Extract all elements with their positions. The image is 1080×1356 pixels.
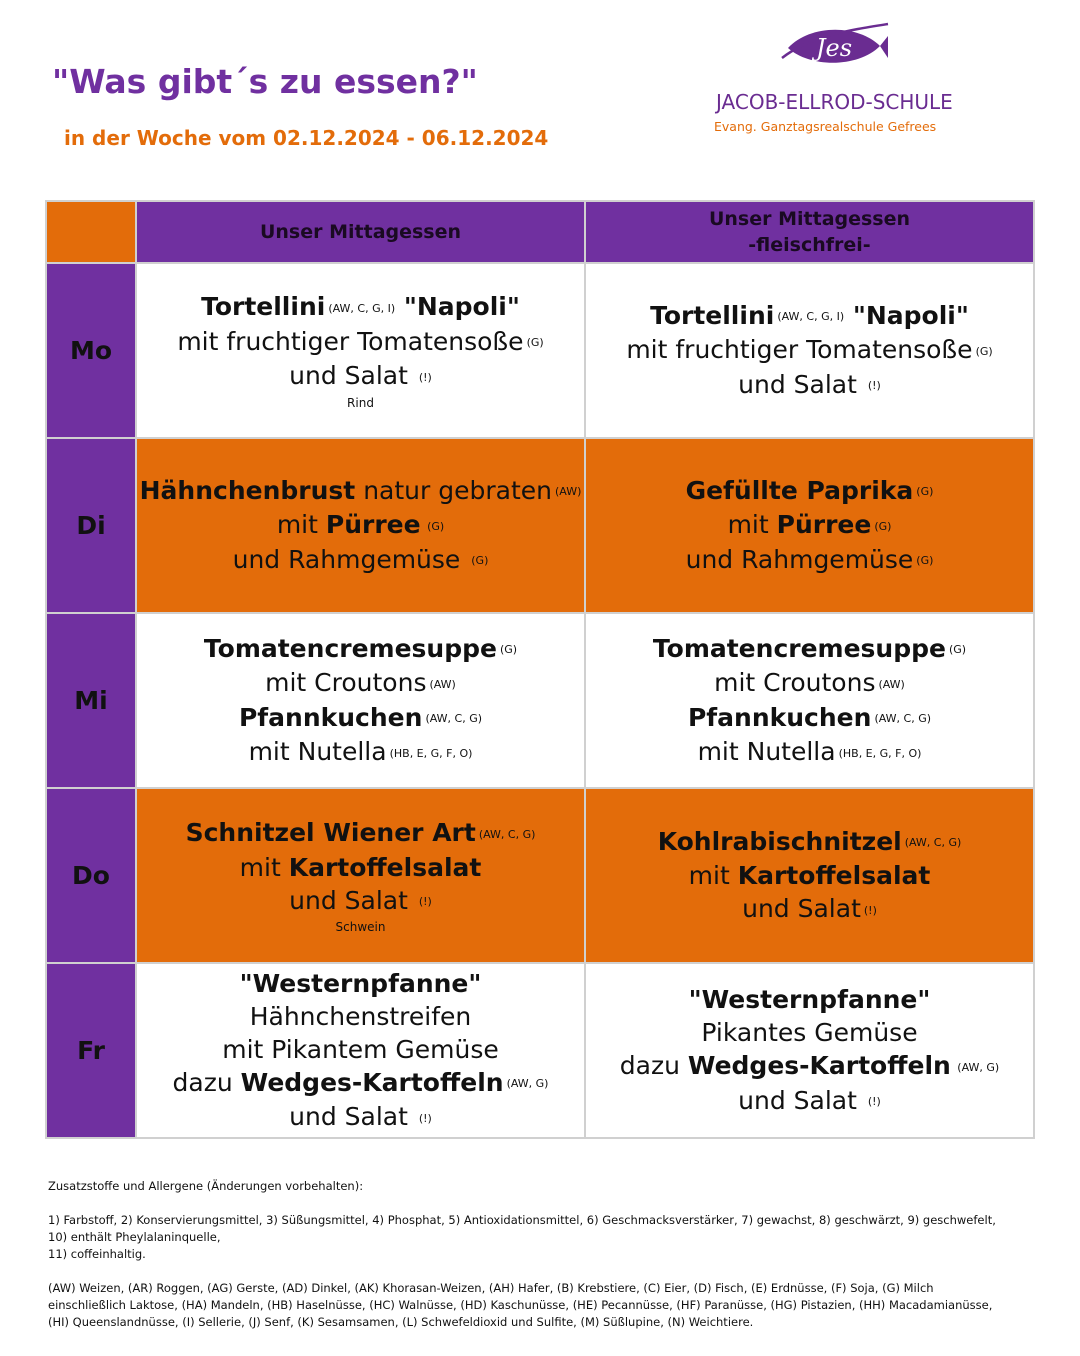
meal-line [137,543,584,578]
menu-table [45,200,1035,1139]
meal-meatfree [585,613,1034,788]
day-label: Fr [46,963,136,1138]
dish-text: mit Croutons [714,668,876,697]
dish-name: Pürree [776,510,872,540]
day-label: Mi [46,613,136,788]
dish-text: mit [239,852,289,882]
allergen-code: (G) [916,554,934,568]
meal-line [137,701,584,736]
meal-line [137,1033,584,1066]
legend-allergen-line: (HI) Queenslandnüsse, (I) Sellerie, (J) Senf, (K) Sesamsamen, (L) Schwefeldioxid und Sulfite, (M) Süßlupine, (N) Weichtiere. [48,1315,754,1329]
meal-meatfree [585,788,1034,963]
legend-additive-line: 10) enthält Pheylalaninquelle, [48,1230,221,1244]
meal-line [586,299,1033,334]
menu-row-di [46,438,1034,613]
dish-name: Tomatencremesuppe [203,633,497,663]
dish-text: und Salat [742,894,861,923]
dish-text: dazu [619,1051,688,1080]
dish-name: Pfannkuchen [687,702,872,732]
day-label: Mo [46,263,136,438]
dish-text: und Rahmgemüse [232,544,469,574]
dish-name: Hähnchenbrust [139,475,356,505]
header-meatfree-label: Unser Mittagessen [708,208,911,230]
allergen-code: (HB, E, G, F, O) [838,746,922,760]
meal-line [586,825,1033,860]
meal-line [586,701,1033,736]
allergen-legend [48,1178,1038,1331]
meal-line [586,474,1033,509]
allergen-code: (AW, G) [953,1060,1000,1074]
day-label: Di [46,438,136,613]
menu-row-do [46,788,1034,963]
meal-line [137,967,584,1000]
meal-line [137,508,584,543]
dish-name: Pürree [325,510,421,540]
menu-row-mo [46,263,1034,438]
meal-line [586,1016,1033,1049]
meal-line [137,1000,584,1033]
meal-line [586,859,1033,892]
dish-text: mit fruchtiger Tomatensoße [177,326,524,356]
header-meatfree [585,201,1034,263]
allergen-code: (G) [975,344,993,358]
dish-text: dazu [172,1067,241,1097]
dish-text: mit Croutons [265,668,427,697]
dish-name: Kartoffelsalat [288,852,482,882]
allergen-code: (!) [418,370,432,384]
meal-line [586,892,1033,927]
meal-meatfree [585,438,1034,613]
menu-row-fr [46,963,1034,1138]
page-title: "Was gibt´s zu essen?" [52,62,478,101]
meal-line [137,359,584,394]
day-label: Do [46,788,136,963]
school-logo [700,18,980,134]
dish-text: mit fruchtiger Tomatensoße [626,335,973,365]
dish-text: mit Pikantem Gemüse [222,1034,499,1064]
meal-meatfree [585,963,1034,1138]
meal-line [137,474,584,509]
meal-line [586,333,1033,368]
header-corner [46,201,136,263]
week-range: in der Woche vom 02.12.2024 - 06.12.2024 [64,126,549,150]
header-regular-label: Unser Mittagessen [259,221,462,243]
allergen-code: (!) [418,1111,432,1125]
allergen-code: (G) [948,643,967,656]
dish-text: mit Nutella [248,737,387,766]
meal-meatfree [585,263,1034,438]
meal-line [137,290,584,325]
dish-name: Wedges-Kartoffeln [687,1051,951,1080]
allergen-code: (AW, C, G) [874,712,932,725]
dish-name: Kartoffelsalat [737,861,931,890]
school-name: JACOB-ELLROD-SCHULE [716,90,953,114]
allergen-code: (AW) [878,677,905,691]
allergen-code: (AW) [429,677,456,691]
dish-name: Tomatencremesuppe [652,633,946,663]
menu-body [46,263,1034,1138]
dish-text: und Salat [289,885,416,915]
dish-name: Kohlrabischnitzel [657,826,902,856]
allergen-code: (G) [874,519,892,533]
meal-regular [136,963,585,1138]
allergen-code: (AW) [554,485,582,499]
meal-line [586,632,1033,667]
header-meatfree-sublabel: -fleischfrei- [748,234,871,256]
school-subtitle: Evang. Ganztagsrealschule Gefrees [714,119,937,134]
logo-mark-text: Jes [815,34,853,62]
dish-text: und Salat [289,361,416,391]
dish-name: Wedges-Kartoffeln [240,1067,504,1097]
meal-line [586,1084,1033,1119]
header-regular [136,201,585,263]
dish-text: Hähnchenstreifen [249,1001,472,1031]
meat-type-note: Schwein [335,920,386,934]
meal-line [137,632,584,667]
dish-text: und Salat [738,1085,865,1115]
dish-name: "Westernpfanne" [239,968,482,998]
meal-line [137,1100,584,1135]
dish-name: Pfannkuchen [238,702,423,732]
dish-text: Pikantes Gemüse [701,1018,918,1047]
dish-text: und Salat [289,1102,416,1131]
dish-name: "Napoli" [395,292,520,322]
legend-additive-line: 1) Farbstoff, 2) Konservierungsmittel, 3) Süßungsmittel, 4) Phosphat, 5) Antioxidationsmittel, 6) Geschmacksverstärker, 7) gewachst, 8) geschwärzt, 9) geschwefelt, [48,1213,996,1227]
allergen-code: (G) [526,336,544,350]
meal-line [586,983,1033,1016]
allergen-code: (G) [916,485,934,499]
legend-heading: Zusatzstoffe und Allergene (Änderungen vorbehalten): [48,1179,364,1193]
dish-name: Tortellini [650,300,775,330]
dish-text: mit [688,861,738,890]
meal-line [586,666,1033,701]
allergen-code: (!) [418,895,432,908]
dish-name: Tortellini [201,292,326,322]
dish-text: mit [727,510,777,540]
allergen-code: (G) [499,643,518,656]
table-header-row [46,201,1034,263]
meal-regular [136,438,585,613]
legend-additive-line: 11) coffeinhaltig. [48,1247,146,1261]
meal-line [137,816,584,851]
allergen-code: (AW, C, G) [425,712,483,725]
allergen-code: (AW, C, G) [478,827,536,841]
meal-line [586,543,1033,578]
meat-type-note: Rind [347,395,374,410]
meal-line [137,851,584,884]
allergen-code: (G) [471,554,489,568]
meal-line [586,368,1033,403]
allergen-code: (HB, E, G, F, O) [389,746,473,760]
allergen-code: (!) [863,903,877,917]
dish-name: "Napoli" [844,300,969,330]
allergen-code: (AW, G) [506,1077,549,1090]
allergen-code: (!) [867,379,881,393]
allergen-code: (AW, C, G, I) [328,301,396,315]
meal-line [137,325,584,360]
dish-text: und Rahmgemüse [685,544,914,574]
dish-name: "Westernpfanne" [688,985,931,1014]
meal-line [586,1049,1033,1084]
allergen-code: (AW, C, G, I) [777,310,845,324]
meal-line [137,884,584,919]
legend-allergen-line: einschließlich Laktose, (HA) Mandeln, (HB) Haselnüsse, (HC) Walnüsse, (HD) Kaschunüsse, (HE) Pecannüsse, (HF) Paranüsse, (HG) Pistazien, (HH) Macadamianüsse, [48,1298,993,1312]
meal-regular [136,613,585,788]
legend-allergen-line: (AW) Weizen, (AR) Roggen, (AG) Gerste, (AD) Dinkel, (AK) Khorasan-Weizen, (AH) Hafer, (B) Krebstiere, (C) Eier, (D) Fisch, (E) Erdnüsse, (F) Soja, (G) Milch [48,1281,934,1295]
dish-text: mit [276,510,326,540]
dish-text: mit Nutella [697,737,836,766]
allergen-code: (G) [423,519,445,533]
allergen-code: (!) [867,1095,881,1108]
fish-logo-icon [780,18,890,74]
meal-line [137,735,584,770]
meal-line [137,666,584,701]
allergen-code: (AW, C, G) [904,836,962,849]
meal-line [586,735,1033,770]
meal-line [586,508,1033,543]
dish-text: und Salat [738,369,865,399]
dish-name: Schnitzel Wiener Art [185,818,476,847]
menu-row-mi [46,613,1034,788]
dish-name: Gefüllte Paprika [685,475,914,505]
meal-line [137,1066,584,1101]
meal-regular [136,788,585,963]
dish-text: natur gebraten [355,475,552,505]
meal-regular [136,263,585,438]
